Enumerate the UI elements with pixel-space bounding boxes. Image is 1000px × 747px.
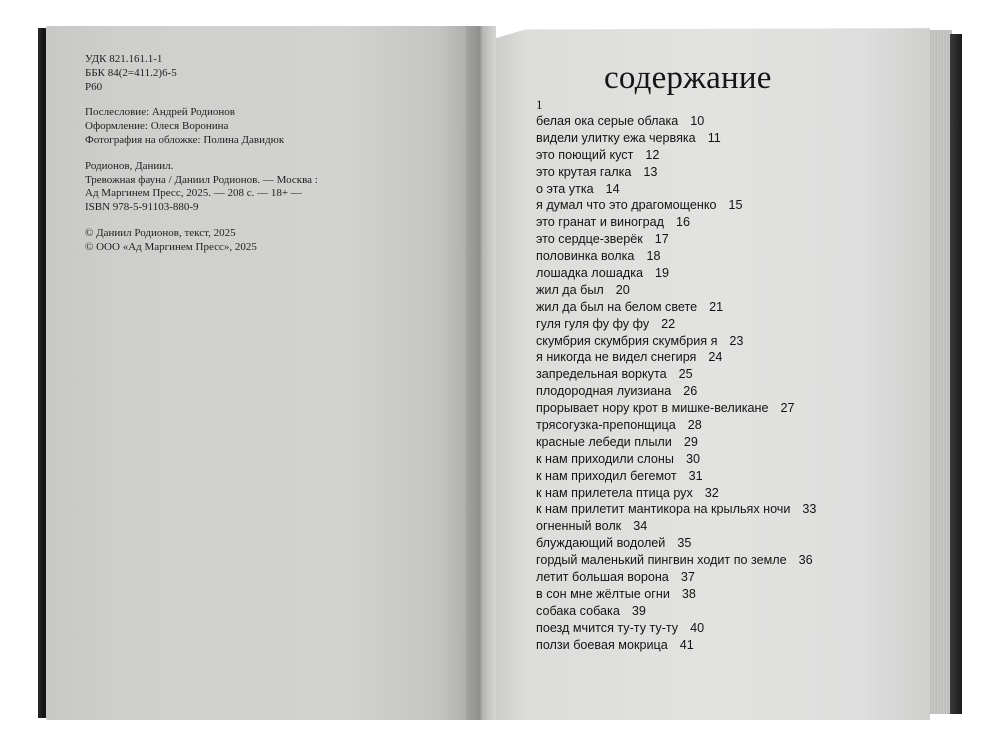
toc-entry <box>536 316 916 333</box>
author-mark: Р60 <box>85 80 103 93</box>
toc-entry <box>536 265 916 282</box>
toc-entry-title: скумбрия скумбрия скумбрия я <box>536 333 718 348</box>
toc-entry-title: это поющий куст <box>536 147 634 162</box>
copyright-text: © Даниил Родионов, текст, 2025 <box>85 226 236 239</box>
table-of-contents <box>536 97 916 654</box>
toc-title: содержание <box>604 60 772 96</box>
toc-entry-title: в сон мне жёлтые огни <box>536 586 670 601</box>
copyright-block <box>85 227 455 255</box>
toc-entry-title: к нам прилетела птица рух <box>536 485 693 500</box>
toc-entry-title: гуля гуля фу фу фу <box>536 316 650 331</box>
toc-entry <box>536 485 916 502</box>
toc-entry-title: я думал что это драгомощенко <box>536 198 717 213</box>
toc-entry <box>536 451 916 468</box>
credit-design: Оформление: Олеся Воронина <box>85 120 229 133</box>
toc-entry <box>536 197 916 214</box>
toc-entry <box>536 569 916 586</box>
toc-list <box>536 113 916 654</box>
toc-entry-title: красные лебеди плыли <box>536 434 672 449</box>
toc-entry-page: 39 <box>631 603 646 618</box>
toc-entry <box>536 147 916 164</box>
toc-entry <box>536 468 916 485</box>
toc-entry-page: 12 <box>645 147 660 162</box>
toc-entry-page: 21 <box>709 299 724 314</box>
toc-entry-page: 33 <box>802 502 817 517</box>
toc-entry <box>536 181 916 198</box>
toc-entry-title: к нам приходил бегемот <box>536 468 677 483</box>
toc-entry-title: огненный волк <box>536 519 622 534</box>
toc-entry <box>536 299 916 316</box>
toc-section-number: 1 <box>536 97 543 112</box>
toc-entry-title: запредельная воркута <box>536 367 667 382</box>
toc-entry <box>536 552 916 569</box>
toc-entry <box>536 637 916 654</box>
toc-entry <box>536 214 916 231</box>
toc-entry-page: 30 <box>685 451 700 466</box>
toc-entry-title: гордый маленький пингвин ходит по земле <box>536 553 787 568</box>
toc-entry-title: о эта утка <box>536 181 594 196</box>
toc-entry-title: ползи боевая мокрица <box>536 637 668 652</box>
toc-entry-page: 20 <box>615 282 630 297</box>
toc-entry-page: 22 <box>661 316 676 331</box>
toc-entry-page: 11 <box>707 130 721 145</box>
toc-entry-page: 37 <box>680 570 695 585</box>
toc-entry-page: 23 <box>729 333 744 348</box>
toc-entry-page: 35 <box>677 536 692 551</box>
book-gutter <box>466 26 496 720</box>
toc-entry-title: я никогда не видел снегиря <box>536 350 697 365</box>
toc-entry-page: 14 <box>605 181 620 196</box>
bbk-code: ББК 84(2=411.2)6-5 <box>85 66 177 79</box>
copyright-publisher: © ООО «Ад Маргинем Пресс», 2025 <box>85 240 257 253</box>
toc-entry-title: к нам приходили слоны <box>536 451 674 466</box>
toc-entry-title: к нам прилетит мантикора на крыльях ночи <box>536 502 791 517</box>
catalog-title: Тревожная фауна / Даниил Родионов. — Москва : <box>85 173 318 186</box>
toc-entry <box>536 248 916 265</box>
page-stack-edge <box>928 30 952 714</box>
credit-cover-photo: Фотография на обложке: Полина Давидюк <box>85 133 285 146</box>
toc-entry <box>536 349 916 366</box>
catalog-isbn: ISBN 978-5-91103-880-9 <box>85 201 199 214</box>
classification-codes <box>85 53 455 94</box>
toc-entry <box>536 282 916 299</box>
toc-entry-title: трясогузка-препонщица <box>536 418 676 433</box>
toc-entry-title: белая ока серые облака <box>536 114 679 128</box>
toc-entry <box>536 620 916 637</box>
toc-entry-page: 10 <box>690 114 705 128</box>
toc-entry-page: 34 <box>633 519 648 534</box>
toc-entry-page: 15 <box>728 198 743 213</box>
toc-entry-title: это сердце-зверёк <box>536 232 643 247</box>
toc-entry-title: жил да был <box>536 282 604 297</box>
toc-entry-title: половинка волка <box>536 249 635 264</box>
toc-entry-page: 13 <box>643 164 658 179</box>
toc-entry-title: блуждающий водолей <box>536 536 666 551</box>
udk-code: УДК 821.161.1-1 <box>85 53 163 65</box>
toc-entry-page: 36 <box>798 553 813 568</box>
toc-entry <box>536 586 916 603</box>
credit-afterword: Послесловие: Андрей Родионов <box>85 106 235 119</box>
toc-entry-title: поезд мчится ту-ту ту-ту <box>536 620 679 635</box>
toc-entry <box>536 231 916 248</box>
toc-entry <box>536 501 916 518</box>
catalog-author: Родионов, Даниил. <box>85 159 174 172</box>
toc-entry <box>536 130 916 147</box>
toc-entry-title: это гранат и виноград <box>536 215 664 230</box>
toc-entry-page: 28 <box>687 418 702 433</box>
imprint-block <box>85 53 455 267</box>
toc-entry <box>536 535 916 552</box>
toc-entry-title: видели улитку ежа червяка <box>536 130 696 145</box>
toc-entry-page: 41 <box>679 637 694 652</box>
toc-entry-page: 24 <box>708 350 723 365</box>
toc-entry-page: 38 <box>681 586 696 601</box>
toc-entry-title: плодородная луизиана <box>536 384 672 399</box>
toc-entry <box>536 603 916 620</box>
toc-entry-title: летит большая ворона <box>536 570 669 585</box>
toc-entry-title: это крутая галка <box>536 164 632 179</box>
book-cover-right-edge <box>950 34 962 714</box>
toc-entry <box>536 417 916 434</box>
toc-entry-page: 18 <box>646 249 661 264</box>
toc-entry-title: собака собака <box>536 603 620 618</box>
toc-entry <box>536 518 916 535</box>
toc-entry-title: жил да был на белом свете <box>536 299 698 314</box>
catalog-record <box>85 160 455 215</box>
toc-entry-title: лошадка лошадка <box>536 266 643 281</box>
toc-entry-page: 40 <box>690 620 705 635</box>
toc-entry-page: 25 <box>678 367 693 382</box>
toc-entry <box>536 383 916 400</box>
toc-entry-page: 32 <box>704 485 719 500</box>
toc-entry <box>536 113 916 130</box>
toc-entry-page: 26 <box>683 384 698 399</box>
toc-entry-page: 17 <box>654 232 669 247</box>
toc-entry-page: 27 <box>780 401 795 416</box>
toc-entry <box>536 164 916 181</box>
toc-entry <box>536 333 916 350</box>
toc-entry <box>536 400 916 417</box>
toc-entry-title: прорывает нору крот в мишке-великане <box>536 401 769 416</box>
toc-entry-page: 16 <box>676 215 691 230</box>
credits <box>85 106 455 147</box>
catalog-publisher: Ад Маргинем Пресс, 2025. — 208 с. — 18+ — <box>85 187 302 200</box>
toc-entry <box>536 434 916 451</box>
toc-entry-page: 29 <box>683 434 698 449</box>
toc-entry <box>536 366 916 383</box>
toc-entry-page: 19 <box>654 266 669 281</box>
toc-entry-page: 31 <box>688 468 703 483</box>
